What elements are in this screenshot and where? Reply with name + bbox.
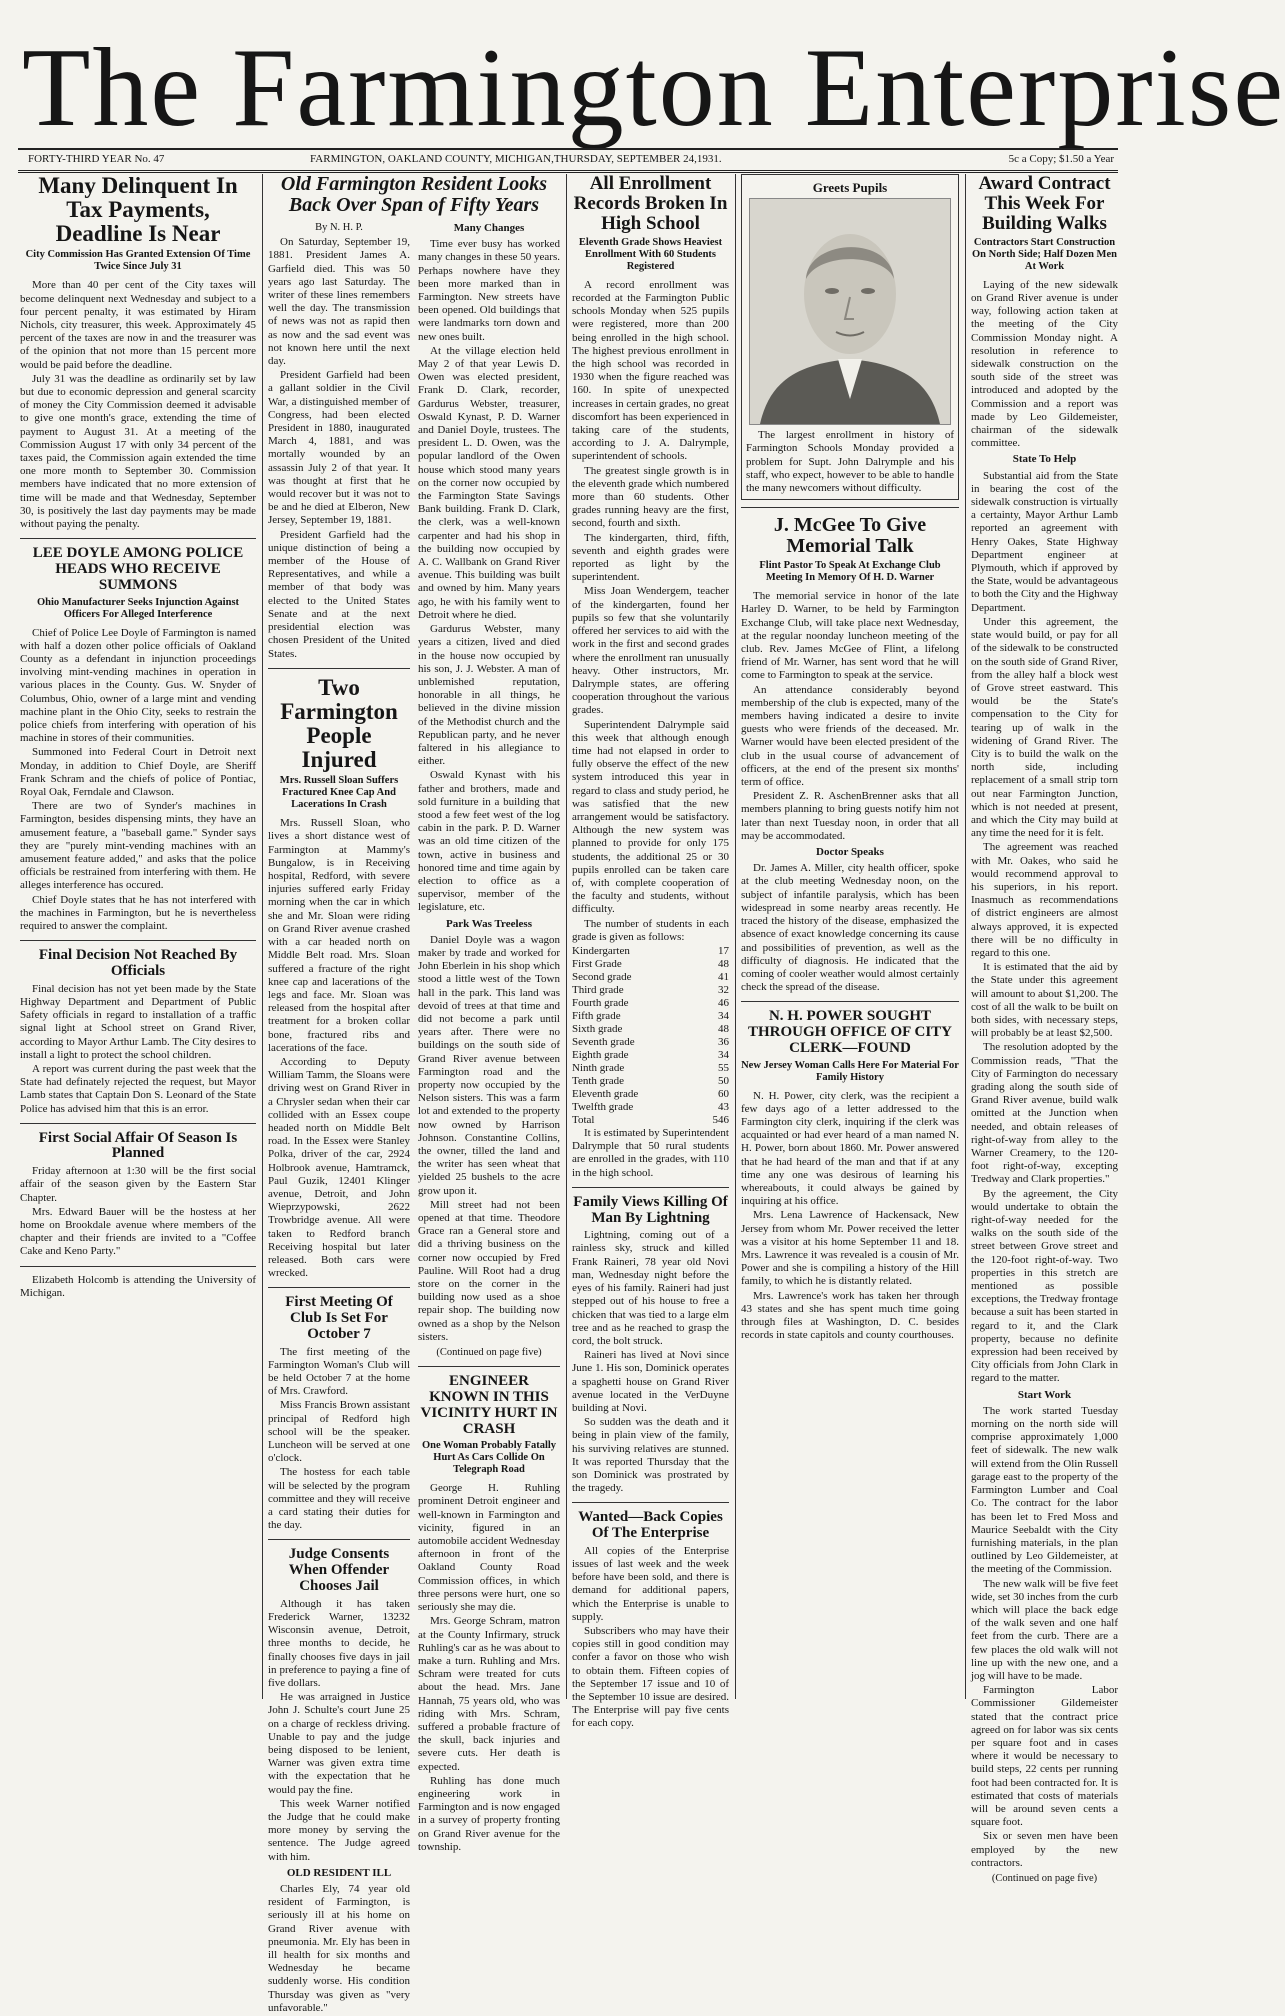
grade-row — [572, 997, 729, 1010]
folio-line — [18, 148, 1118, 173]
deck: One Woman Probably Fatally Hurt As Cars Collide On Telegraph Road — [421, 1440, 557, 1476]
paragraph: At the village election held May 2 of that year Lewis D. Owen was elected president, Frank D. Clark, recorder, Gardurus Webster, treasurer, Oswald Kynast, P. D. Warner and Daniel Doyle, trustees. The president L. D. Owen, was the popular landlord of the Owen house which stood many years on the corner now occupied by the Farmington State Savings Bank building. Frank D. Clark, the clerk, was a well-known carpenter and had his shop in the building now occupied by A. C. Wallbank on Grand River avenue. This building was built and owned by him. Many years ago, he with his family went to Detroit where he died. — [418, 344, 560, 621]
divider — [418, 1366, 560, 1367]
paragraph: President Z. R. AschenBrenner asks that all members planning to bring guests notify him not later than next Tuesday noon, in order that all may be accommodated. — [741, 790, 959, 842]
paragraph: Chief of Police Lee Doyle of Farmington is named with half a dozen other police officials of Oakland County as a defendant in injunction proceedings involving mint-vending machines in operation in various places in the County. Gus. W. Snyder of Columbus, Ohio, owner of a large mint and vending machine plant in the Ohio City, seeks to restrain the police chiefs from interfering with operation of his machine in stores of their communities. — [20, 626, 256, 745]
subhead: Start Work — [1017, 1388, 1072, 1401]
photo-heading: Greets Pupils — [812, 180, 888, 195]
divider — [572, 1187, 729, 1188]
newspaper-title: The Farmington Enterprise — [22, 26, 1285, 150]
paragraph: The new walk will be five feet wide, set 30 inches from the curb which will place the back edge of the walk seven and one half feet from the curb. There are a few places the old walk will not line up with the new one, and a jog will have to be made. — [971, 1577, 1118, 1682]
deck: Contractors Start Construction On North Side; Half Dozen Men At Work — [972, 236, 1117, 272]
headline-engineer-hurt: ENGINEER KNOWN IN THIS VICINITY HURT IN CRASH — [420, 1373, 558, 1437]
paragraph: Six or seven men have been employed by the new contractors. — [971, 1830, 1118, 1869]
grade-count: 55 — [718, 1061, 729, 1074]
headline-social-affair: First Social Affair Of Season Is Planned — [38, 1129, 238, 1162]
grade-name: Ninth grade — [572, 1061, 625, 1074]
paragraph: Oswald Kynast with his father and brothers, made and sold furniture in a building that stood a few feet west of the log cabin in the park. P. D. Warner was an old time citizen of the town, active in business and honored time and time again by election to office as a supervisor, member of the legislature, etc. — [418, 769, 560, 914]
deck: Flint Pastor To Speak At Exchange Club Meeting In Memory Of H. D. Warner — [759, 560, 941, 584]
grade-name: Twelfth grade — [572, 1100, 634, 1113]
paragraph: Subscribers who may have their copies still in good condition may confer a favor on those who wish to obtain them. Fifteen copies of the September 17 issue and 10 of the September 10 issue are desired. The Enterprise will pay five cents for each copy. — [572, 1625, 729, 1730]
paragraph: So sudden was the death and it being in plain view of the family, his surviving relatives are stunned. It was reported Thursday that the son Dominick was prostrated by the tragedy. — [572, 1416, 729, 1495]
grade-count: 48 — [718, 957, 729, 970]
deck: Mrs. Russell Sloan Suffers Fractured Knee Cap And Lacerations In Crash — [279, 775, 399, 811]
headline-lightning: Family Views Killing Of Man By Lightning — [573, 1193, 728, 1226]
column-4 — [572, 173, 729, 1730]
paragraph: Ruhling has done much engineering work in Farmington and is now engaged in a survey of property fronting on Grand River avenue for the township. — [418, 1774, 560, 1853]
grade-count: 41 — [718, 970, 729, 983]
deck: Eleventh Grade Shows Heaviest Enrollment With 60 Students Registered — [578, 236, 723, 272]
grade-row — [572, 1075, 729, 1088]
paragraph: Mrs. George Schram, matron at the County Infirmary, struck Ruhling's car as he was about to make a turn. Ruhling and Mrs. Schram were treated for cuts about the head. Mrs. Jane Hannah, 75 years old, who was riding with Mrs. Schram, suffered a probable fracture of the skull, back injuries and severe cuts. Her death is expected. — [418, 1615, 560, 1773]
grade-row — [572, 958, 729, 971]
paragraph: Miss Francis Brown assistant principal of Redford high school will be the speaker. Luncheon will be served at one o'clock. — [268, 1399, 410, 1465]
paragraph: Mill street had not been opened at that time. Theodore Grace ran a General store and did a thriving business on the corner now occupied by Fred Pauline. Will Root had a drug store on the corner in the building now used as a shoe repair shop. The building now owned as a shop by the Nelson sisters. — [418, 1198, 560, 1343]
column-rule — [566, 174, 567, 1699]
grade-row — [572, 1088, 729, 1101]
continued-note: (Continued on page five) — [991, 1872, 1098, 1884]
paragraph: He was arraigned in Justice John J. Schulte's court June 25 on a charge of reckless driving. Unable to pay and the judge being disposed to be lenient, Warner was given extra time with the expectation that he would pay the fine. — [268, 1691, 410, 1796]
paragraph: There are two of Synder's machines in Farmington, besides dispensing mints, they have an amusement feature, a "baseball game." Synder says they are "purely mint-vending machines with an amusement feature added," and asks that the police officials be restrained from interfering with them. He alleges interference has occured. — [20, 800, 256, 892]
headline-back-copies: Wanted—Back Copies Of The Enterprise — [578, 1509, 723, 1542]
paragraph: Superintendent Dalrymple said this week that although enough time had not elapsed in order to fully observe the effect of the new system introduced this year in regard to class and study period, he was satisfied that the new arrangement would be satisfactory. Although the new system was planned to provide for only 175 students, the additional 25 or 30 pupils enrolled can be taken care of, with complete cooperation of the faculty and students, without difficulty. — [572, 718, 729, 916]
portrait-icon — [750, 199, 950, 424]
subhead: OLD RESIDENT ILL — [286, 1866, 392, 1879]
paragraph: Raineri has lived at Novi since June 1. His son, Dominick operates a spaghetti house on Grand River avenue located in the VerDuyne building at Novi. — [572, 1349, 729, 1414]
paragraph: President Garfield had the unique distinction of being a member of the House of Representatives, and while a member of that body was elected to the United States Senate and at the next presidential election was chosen President of the United States. — [268, 528, 410, 660]
headline-lee-doyle: LEE DOYLE AMONG POLICE HEADS WHO RECEIVE SUMMONS — [32, 545, 244, 593]
grade-name: Eighth grade — [572, 1048, 629, 1061]
column-6 — [971, 173, 1118, 1884]
divider — [268, 668, 410, 669]
byline: By N. H. P. — [315, 222, 363, 233]
grade-name: First Grade — [572, 957, 622, 970]
dateline: FARMINGTON, OAKLAND COUNTY, MICHIGAN,THURSDAY, SEPTEMBER 24,1931. — [310, 153, 722, 165]
subhead: Many Changes — [453, 222, 525, 234]
paragraph: An attendance considerably beyond membership of the club is expected, many of the members having indicated a desire to invite guests who were friends of the deceased. Mr. Warner would have been elected president of the club in the usual course of advancement of officers, at the end of the present six months' term of office. — [741, 683, 959, 789]
grade-count: 50 — [718, 1074, 729, 1087]
paragraph: By the agreement, the City would undertake to obtain the right-of-way needed for the walks on the south side of the street between Grove street and the 120-foot right-of-way. Two properties in this stretch are mentioned as possible exceptions, the Tredway frontage because a suit has been started in regard to it, and the Clark property, because no definite expression had been received by City officials from John Clark in regard to the matter. — [971, 1187, 1118, 1385]
headline-final-decision: Final Decision Not Reached By Officials — [38, 947, 238, 979]
total-row — [572, 1114, 729, 1127]
headline-judge-consents: Judge Consents When Offender Chooses Jail — [288, 1546, 390, 1594]
photo-caption: The largest enrollment in history of Farmington Schools Monday provided a problem for Supt. John Dalrymple and his staff, who expect, however to be able to handle the many newcomers without difficulty. — [746, 429, 954, 495]
paragraph: The memorial service in honor of the late Harley D. Warner, to be held by Farmington Exchange Club, will take place next Wednesday, at the regular noonday luncheon meeting of the club. Rev. James McGee of Flint, a lifelong friend of Mr. Warner, has sent word that he will come to Farmington to speak at the service. — [741, 590, 959, 682]
headline-two-injured: Two Farmington People Injured — [280, 674, 398, 773]
headline-delinquent-taxes: Many Delinquent In Tax Payments, Deadline Is Near — [38, 173, 238, 247]
paragraph: The kindergarten, third, fifth, seventh and eighth grades were reported as light by the superintendent. — [572, 531, 729, 584]
paragraph: Mrs. Edward Bauer will be the hostess at her home on Brookdale avenue where members of the chapter and their friends are invited to a "Coffee Cake and Keno Party." — [20, 1205, 256, 1258]
grade-count: 46 — [718, 996, 729, 1009]
portrait-photo — [749, 198, 951, 425]
paragraph: Farmington Labor Commissioner Gildemeister stated that the contract price agreed on for labor was six cents per square foot and in cases where it would be necessary to build steps, 22 cents per running foot had been contracted for. It is estimated that costs of materials will be around seven cents a square foot. — [971, 1684, 1118, 1829]
grade-row — [572, 1062, 729, 1075]
paragraph: A report was current during the past week that the State had definately rejected the request, but Mayor Lamb states that Captain Don S. Leonard of the State Police has advised him that this is an error. — [20, 1062, 256, 1115]
paragraph: The resolution adopted by the Commission reads, "That the City of Farmington do necessary grading along the south side of Grand River avenue, build walk omitted at the Junction when needed, and obtain releases of right-of-way from alley to the Warner Creamery, to the 120-foot right-of-way, excepting Tredway and Clark properties." — [971, 1041, 1118, 1186]
divider — [20, 1123, 256, 1124]
grade-name: Fifth grade — [572, 1009, 621, 1022]
paragraph: Miss Joan Wendergem, teacher of the kindergarten, found her pupils so few that she voluntarily offered her services to aid with the work in the first and second grades where the enrollment ran unusually heavy. Other instructors, Mr. Dalrymple states, are offering cooperation throughout the various grades. — [572, 585, 729, 717]
price: 5c a Copy; $1.50 a Year — [1008, 153, 1114, 165]
grade-name: Tenth grade — [572, 1074, 625, 1087]
total-value: 546 — [712, 1113, 729, 1126]
divider — [741, 1001, 959, 1002]
headline-enrollment: All Enrollment Records Broken In High School — [573, 173, 728, 234]
paragraph: Under this agreement, the state would build, or pay for all of the sidewalk to be constructed on the south side of Grand River, from the alley half a block west of Grove street eastward. This would be the State's compensation to the City for tearing up of walk in the widening of Grand River. The City is to build the walk on the north side, including replacement of a small strip torn out near Farmington Junction, which is not needed at present, and which the City may build at any time the need for it is felt. — [971, 615, 1118, 840]
grade-name: Sixth grade — [572, 1022, 623, 1035]
paragraph: Mrs. Lena Lawrence of Hackensack, New Jersey from whom Mr. Power received the letter was a visitor at his home September 11 and 18. Mrs. Lawrence it was revealed is a cousin of Mr. Power and she is compiling a history of the Hill family, to which he is distantly related. — [741, 1209, 959, 1288]
paragraph: According to Deputy William Tamm, the Sloans were driving west on Grand River in a Chrysler sedan when their car collided with an Essex coupe headed north on Middle Belt road. In the Essex were Stanley Polka, driver of the car, 2924 Holbrook avenue, Hamtramck, Paul Guzik, 12401 Klinger avenue, Detroit, and John Wieprzypowski, 2622 Trowbridge avenue. All were taken to Redford branch Receiving hospital but later released. Both cars were wrecked. — [268, 1055, 410, 1280]
paragraph: A record enrollment was recorded at the Farmington Public schools Monday when 525 pupils were registered, more than 200 being enrolled in the high school. The highest previous enrollment in the high school was recorded in 1930 when the figure reached was 160. In spite of unexpected increases in certain grades, no great discomfort has been experienced in taking care of the students, according to J. A. Dalrymple, superintendent of schools. — [572, 278, 729, 463]
grade-count: 48 — [718, 1022, 729, 1035]
grade-name: Fourth grade — [572, 996, 629, 1009]
grade-name: Second grade — [572, 970, 632, 983]
paragraph: The greatest single growth is in the eleventh grade which numbered more than 60 students. Other grades running heavy are the first, second, fourth and sixth. — [572, 464, 729, 530]
paragraph: Time ever busy has worked many changes in these 50 years. Perhaps nowhere have they been more marked than in Farmington. New streets have been opened. Old buildings that were landmarks torn down and new ones built. — [418, 238, 560, 343]
paragraph: Final decision has not yet been made by the State Highway Department and Department of Public Safety officials in regard to installation of a traffic signal light at School street on Grand River, according to Mayor Arthur Lamb. The City desires to install a light to protect the school children. — [20, 982, 256, 1061]
divider — [20, 538, 256, 539]
paragraph: The work started Tuesday morning on the north side will comprise approximately 1,000 feet of sidewalk. The new walk will extend from the Olin Russell garage east to the property of the Farmington Lumber and Coal Co. The contract for the labor has been let to Fred Moss and Maurice Seebaldt with the City furnishing materials, in the plan outlined by Leo Gildemeister, at the meeting of the Commission. — [971, 1404, 1118, 1576]
grade-count: 17 — [718, 944, 729, 957]
subhead: Park Was Treeless — [446, 917, 532, 930]
paragraph: Friday afternoon at 1:30 will be the first social affair of the season given by the Eastern Star Chapter. — [20, 1165, 256, 1204]
grade-count: 32 — [718, 983, 729, 996]
grade-row — [572, 1036, 729, 1049]
grade-count: 34 — [718, 1048, 729, 1061]
paragraph: It is estimated that the aid by the State under this agreement will amount to about $1,200. The cost of all the walk to be built on both sides, with necessary steps, will probably be at least $2,500. — [971, 961, 1118, 1040]
paragraph: George H. Ruhling prominent Detroit engineer and well-known in Farmington and vicinity, figured in an automobile accident Wednesday afternoon in front of the Oakland County Road Commission offices, in which three persons were hurt, one so seriously she may die. — [418, 1482, 560, 1614]
headline-award-contract: Award Contract This Week For Building Walks — [978, 173, 1111, 234]
paragraph: This week Warner notified the Judge that he could make more money by serving the sentence. The Judge agreed with him. — [268, 1797, 410, 1863]
grade-count: 36 — [718, 1035, 729, 1048]
paragraph: Daniel Doyle was a wagon maker by trade and worked for John Eberlein in his shop which stood a little west of the Town hall in the park. This land was devoid of trees at that time and did not become a park until years after. There were no buildings on the south side of Grand River avenue between Farmington road and the property now occupied by the Nelson sisters. This was a farm lot and extended to the property now owned by Harrison Johnson. Constantine Collins, the owner, tilled the land and the writer has seen wheat that yielded 25 bushels to the acre grow upon it. — [418, 933, 560, 1197]
story-column-left — [268, 219, 410, 2016]
grade-row — [572, 1101, 729, 1114]
grade-row — [572, 971, 729, 984]
column-1 — [20, 174, 256, 1699]
paragraph: Elizabeth Holcomb is attending the University of Michigan. — [20, 1273, 256, 1299]
grade-count: 60 — [718, 1087, 729, 1100]
grade-name: Third grade — [572, 983, 624, 996]
paragraph: It is estimated by Superintendent Dalrymple that 50 rural students are enrolled in the grades, with 110 in the high school. — [572, 1126, 729, 1179]
paragraph: All copies of the Enterprise issues of last week and the week before have been sold, and there is demand for additional papers, which the Enterprise is unable to supply. — [572, 1544, 729, 1623]
paragraph: Mrs. Lawrence's work has taken her through 43 states and she has spent much time going through files at Washington, D. C. besides records in state capitols and county courthouses. — [741, 1289, 959, 1342]
paragraph: Although it has taken Frederick Warner, 13232 Wisconsin avenue, Detroit, three months to decide, he finally chooses five days in jail in preference to paying a fine of five dollars. — [268, 1597, 410, 1689]
paragraph: Dr. James A. Miller, city health officer, spoke at the club meeting Wednesday noon, on the subject of infantile paralysis, which has been widespread in some nearby areas recently. He traced the history of the disease, emphasized the absence of exact knowledge concerning its cause and possibilities of prevention, as well as the difficulty of diagnosis. He indicated that the coming of cooler weather would almost certainly check the spread of the disease. — [741, 862, 959, 994]
paragraph: Gardurus Webster, many years a citizen, lived and died in the house now occupied by his son, J. J. Webster. A man of unblemished reputation, honorable in all things, he believed in the divine mission of the Methodist church and the Republican party, and he never faltered in his allegiance to either. — [418, 623, 560, 768]
grade-name: Eleventh grade — [572, 1087, 639, 1100]
column-rule — [262, 174, 263, 1699]
grade-count: 43 — [718, 1100, 729, 1113]
deck: New Jersey Woman Calls Here For Material For Family History — [741, 1059, 959, 1083]
column-2-3 — [268, 173, 560, 2014]
paragraph: Mrs. Russell Sloan, who lives a short distance west of Farmington at Mammy's Bungalow, is in Receiving hospital, Redford, with severe injuries suffered early Friday morning when the car in which she and Mr. Sloan were riding on Grand River avenue crashed with a car headed north on Middle Belt road. Mrs. Sloan suffered a fracture of the right knee cap and lacerations of the legs and face. Mr. Sloan was released from the hospital after treatment for a broken collar bone, fractured ribs and lacerations of the face. — [268, 817, 410, 1054]
divider — [20, 940, 256, 941]
headline-mcgee: J. McGee To Give Memorial Talk — [773, 514, 927, 558]
divider — [20, 1266, 256, 1267]
headline-club-meeting: First Meeting Of Club Is Set For October 7 — [285, 1294, 393, 1342]
column-rule — [965, 174, 966, 1699]
volume-number: FORTY-THIRD YEAR No. 47 — [28, 153, 165, 165]
continued-note: (Continued on page five) — [436, 1347, 542, 1359]
story-column-right — [418, 219, 560, 2016]
two-column-story — [268, 219, 560, 2016]
grade-row — [572, 1049, 729, 1062]
paragraph: July 31 was the deadline as ordinarily set by law but due to economic depression and general scarcity of money the City Commission deemed it advisable to give one month's grace, extending the time of payment to August 31. At a meeting of the Commission August 17 with only 34 percent of the taxes paid, the Commission again extended the time one more month to September 30. Commission members have indicated that no more extension of time will be made and that Wednesday, September 30, is positively the last day payments may be made without paying the penalty. — [20, 372, 256, 531]
grade-row — [572, 984, 729, 997]
paragraph: Substantial aid from the State in bearing the cost of the sidewalk construction is virtually a certainty, Mayor Arthur Lamb reported an agreement with Henry Oakes, State Highway Department engineer at Plymouth, which if approved by the State, would be advantageous to both the City and the Highway Department. — [971, 469, 1118, 614]
column-5 — [741, 174, 959, 1699]
column-rule — [735, 174, 736, 1699]
headline-power-sought: N. H. POWER SOUGHT THROUGH OFFICE OF CITY CLERK—FOUND — [747, 1008, 953, 1056]
grade-name: Seventh grade — [572, 1035, 635, 1048]
paragraph: President Garfield had been a gallant soldier in the Civil War, a distinguished member of Congress, had been elected President in 1880, inaugurated March 4, 1881, and was mortally wounded by an assassin July 2 of that year. It was thought at first that he would recover but it was not to be and he died at Elberon, New Jersey, September 19, 1881. — [268, 369, 410, 527]
paragraph: The hostess for each table will be selected by the program committee and they will receive a card stating their duties for the day. — [268, 1466, 410, 1532]
headline-old-resident: Old Farmington Resident Looks Back Over Span of Fifty Years — [280, 173, 548, 216]
paragraph: N. H. Power, city clerk, was the recipient a few days ago of a letter addressed to the Farmington city clerk, inquiring if the clerk was acquainted or had ever heard of a man named N. H. Power, born about 1860. Mr. Power answered that he had heard of the man and that if at any time any one was desirous of learning his whereabouts, it could always be gained by inquiring at his office. — [741, 1089, 959, 1208]
paragraph: Charles Ely, 74 year old resident of Farmington, is seriously ill at his home on Grand River avenue with pneumonia. Mr. Ely has been in ill health for six months and Wednesday he became suddenly worse. His condition Thursday was given as "very unfavorable." — [268, 1882, 410, 2014]
paragraph: The agreement was reached with Mr. Oakes, who said he would recommend approval to his superiors, in his report. Inasmuch as recommendations of district engineers are almost always approved, it is expected there will be no difficulty in regard to this one. — [971, 841, 1118, 959]
paragraph: Chief Doyle states that he has not interfered with the machines in Farmington, but he is nevertheless required to answer the complaint. — [20, 893, 256, 932]
grade-row — [572, 1010, 729, 1023]
divider — [741, 507, 959, 508]
deck: Ohio Manufacturer Seeks Injunction Against Officers For Alleged Interference — [36, 596, 240, 620]
divider — [572, 1502, 729, 1503]
paragraph: Lightning, coming out of a rainless sky, struck and killed Frank Raineri, 78 year old Novi man, Wednesday night before the eyes of his family. Raineri had just stepped out of his house to free a chicken that was tied to a large elm tree and as he reached to grasp the cord, the bolt struck. — [572, 1229, 729, 1347]
subhead: State To Help — [1012, 453, 1077, 466]
grade-row — [572, 945, 729, 958]
paragraph: Laying of the new sidewalk on Grand River avenue is under way, following action taken at the meeting of the City Commission Monday night. A resolution in reference to sidewalk construction on the south side of the street was introduced and adopted by the Commission and a report was made by Leo Gildemeister, chairman of the sidewalk committee. — [971, 278, 1118, 450]
divider — [268, 1539, 410, 1540]
paragraph: The number of students in each grade is given as follows: — [572, 917, 729, 943]
masthead — [0, 0, 1285, 150]
photo-box — [741, 174, 959, 500]
grade-table — [572, 945, 729, 1127]
divider — [268, 1287, 410, 1288]
grade-row — [572, 1023, 729, 1036]
paragraph: Summoned into Federal Court in Detroit next Monday, in addition to Chief Doyle, are Sheriff Frank Schram and the chiefs of police of Pontiac, Royal Oak, Ferndale and Clawson. — [20, 746, 256, 798]
subhead: Doctor Speaks — [816, 846, 884, 859]
deck: City Commission Has Granted Extension Of Time Twice Since July 31 — [25, 249, 251, 273]
paragraph: More than 40 per cent of the City taxes will become delinquent next Wednesday and subject to a four percent penalty, it was estimated by Hiram Nichols, city treasurer, this week. Approximately 45 percent of the taxes are now in and the treasurer was of the opinion that not more than 15 percent more would be paid before the deadline. — [20, 279, 256, 371]
total-label: Total — [572, 1113, 595, 1126]
grade-name: Kindergarten — [572, 944, 630, 957]
grade-count: 34 — [718, 1009, 729, 1022]
paragraph: The first meeting of the Farmington Woman's Club will be held October 7 at the home of Mrs. Crawford. — [268, 1345, 410, 1398]
paragraph: On Saturday, September 19, 1881. President James A. Garfield died. This was 50 years ago last Saturday. The writer of these lines remembers well the day. The transmission of news was not as rapid then as now and the sad event was not known here until the next day. — [268, 236, 410, 368]
